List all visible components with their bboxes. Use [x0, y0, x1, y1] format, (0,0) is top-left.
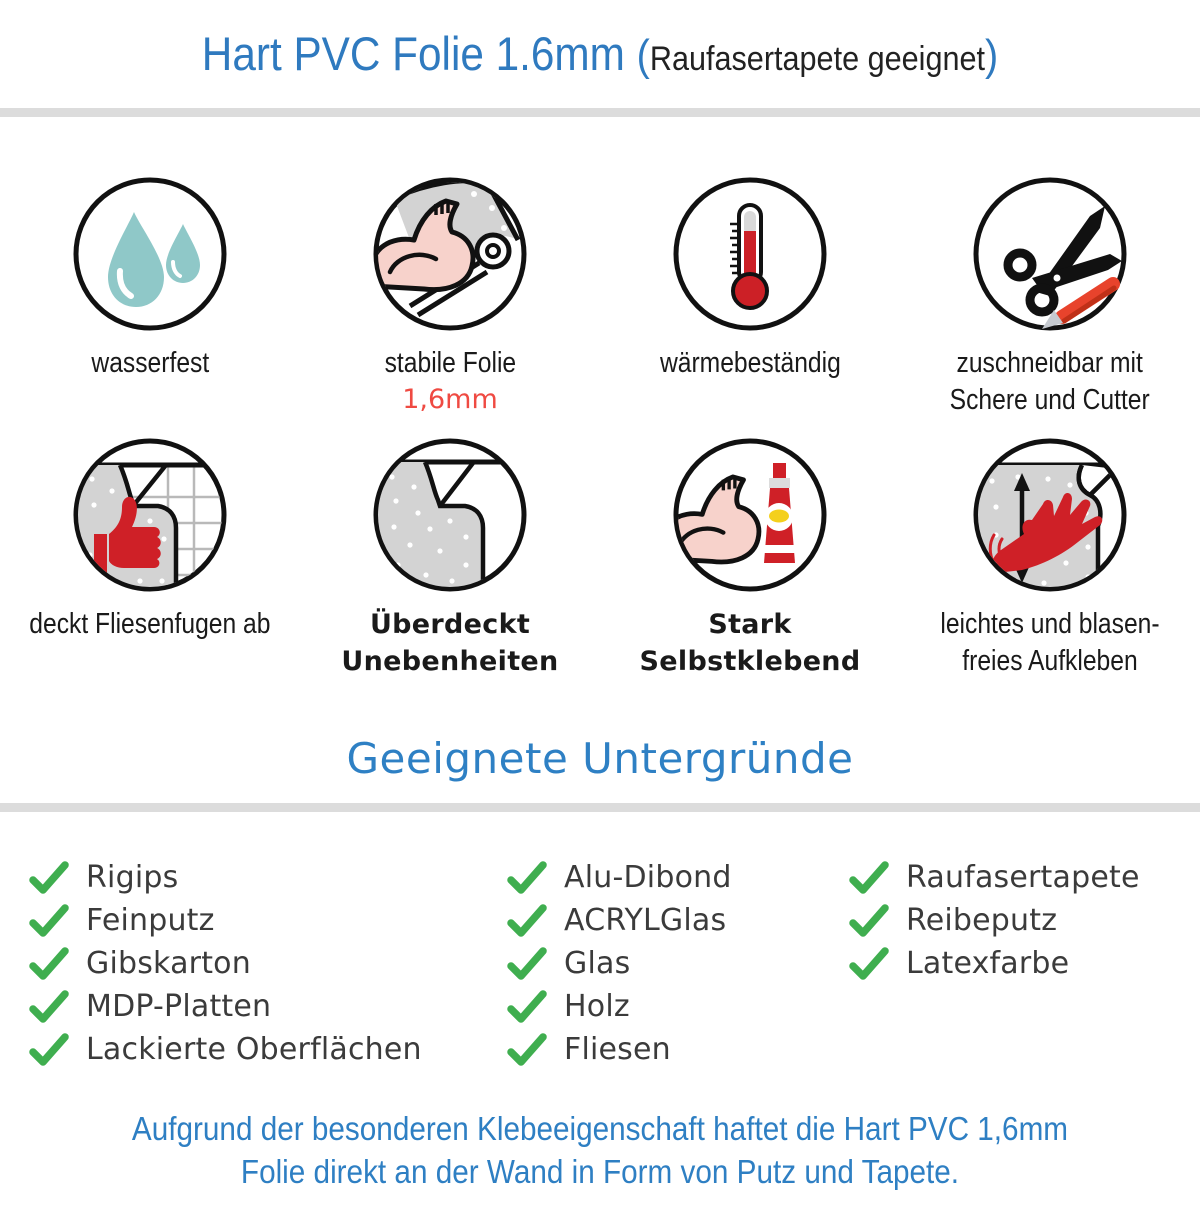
- list-item: [28, 856, 506, 899]
- feature-cuttable: [900, 174, 1200, 435]
- feature-label: deckt Fliesenfugen ab: [29, 608, 271, 640]
- list-item-label: Alu-Dibond: [564, 860, 732, 895]
- list-item-label: Holz: [564, 989, 630, 1024]
- checkmark-icon: [506, 947, 548, 981]
- list-item: [506, 856, 848, 899]
- list-item: [506, 899, 848, 942]
- checkmark-icon: [848, 947, 890, 981]
- hand-smoothing-icon: [970, 435, 1130, 595]
- substrates-column-3: [848, 856, 1200, 1071]
- feature-covers-unevenness: [300, 435, 600, 680]
- footer-line-2: Folie direkt an der Wand in Form von Putz und Tapete.: [240, 1153, 960, 1190]
- checkmark-icon: [28, 947, 70, 981]
- list-item: [28, 899, 506, 942]
- list-item-label: Latexfarbe: [906, 946, 1070, 981]
- feature-heat-resistant: [600, 174, 900, 435]
- feature-label: Überdeckt Unebenheiten: [341, 609, 559, 677]
- list-item: [848, 899, 1200, 942]
- checkmark-icon: [28, 990, 70, 1024]
- list-item: [28, 985, 506, 1028]
- muscle-foil-icon: [370, 174, 530, 334]
- list-item-label: Fliesen: [564, 1032, 671, 1067]
- title-subtitle: Raufasertapete geeignet: [649, 40, 986, 78]
- feature-label: Stark Selbstklebend: [639, 609, 861, 677]
- page-title: [60, 26, 1140, 87]
- checkmark-icon: [848, 861, 890, 895]
- footer-line-1: Aufgrund der besonderen Klebeeigenschaft haftet die Hart PVC 1,6mm: [131, 1110, 1069, 1147]
- checkmark-icon: [28, 904, 70, 938]
- list-item: [848, 856, 1200, 899]
- list-item-label: Feinputz: [86, 903, 215, 938]
- checkmark-icon: [848, 904, 890, 938]
- checkmark-icon: [28, 861, 70, 895]
- list-item-label: Raufasertapete: [906, 860, 1140, 895]
- list-item: [506, 942, 848, 985]
- list-item-label: Lackierte Oberflächen: [86, 1032, 422, 1067]
- list-item-label: Glas: [564, 946, 631, 981]
- list-item-label: Gibskarton: [86, 946, 251, 981]
- feature-thickness-value: 1,6mm: [402, 384, 498, 415]
- feature-label: wasserfest: [91, 347, 209, 379]
- muscle-glue-icon: [670, 435, 830, 595]
- feature-grid: [0, 174, 1200, 680]
- list-item: [506, 1028, 848, 1071]
- list-item-label: Reibeputz: [906, 903, 1058, 938]
- substrates-column-2: [506, 856, 848, 1071]
- title-paren-close: ): [985, 31, 999, 80]
- list-item-label: MDP-Platten: [86, 989, 272, 1024]
- title-paren-open: (: [636, 31, 650, 80]
- checkmark-icon: [506, 861, 548, 895]
- list-item: [28, 1028, 506, 1071]
- divider-top: [0, 108, 1200, 117]
- substrates-checklist: [0, 856, 1200, 1071]
- feature-waterproof: [0, 174, 300, 435]
- feature-bubble-free: [900, 435, 1200, 680]
- checkmark-icon: [506, 904, 548, 938]
- checkmark-icon: [28, 1033, 70, 1067]
- list-item: [28, 942, 506, 985]
- feature-label: leichtes und blasen- freies Aufkleben: [940, 608, 1160, 677]
- title-main: Hart PVC Folie 1.6mm: [201, 27, 625, 80]
- list-item: [506, 985, 848, 1028]
- substrates-column-1: [28, 856, 506, 1071]
- substrates-heading: Geeignete Untergründe: [346, 734, 854, 783]
- water-drops-icon: [70, 174, 230, 334]
- feature-covers-tile-joints: [0, 435, 300, 680]
- feature-label: wärmebeständig: [659, 347, 841, 379]
- list-item-label: Rigips: [86, 860, 179, 895]
- list-item: [848, 942, 1200, 985]
- thermometer-icon: [670, 174, 830, 334]
- feature-self-adhesive: [600, 435, 900, 680]
- divider-substrates: [0, 803, 1200, 812]
- checkmark-icon: [506, 1033, 548, 1067]
- thumbs-up-tiles-icon: [70, 435, 230, 595]
- feature-stable-foil: [300, 174, 600, 435]
- feature-label: stabile Folie: [384, 347, 516, 379]
- footer-note: [60, 1107, 1140, 1193]
- checkmark-icon: [506, 990, 548, 1024]
- scissors-cutter-icon: [970, 174, 1130, 334]
- foil-fold-icon: [370, 435, 530, 595]
- list-item-label: ACRYLGlas: [564, 903, 727, 938]
- feature-label: zuschneidbar mit Schere und Cutter: [949, 347, 1151, 416]
